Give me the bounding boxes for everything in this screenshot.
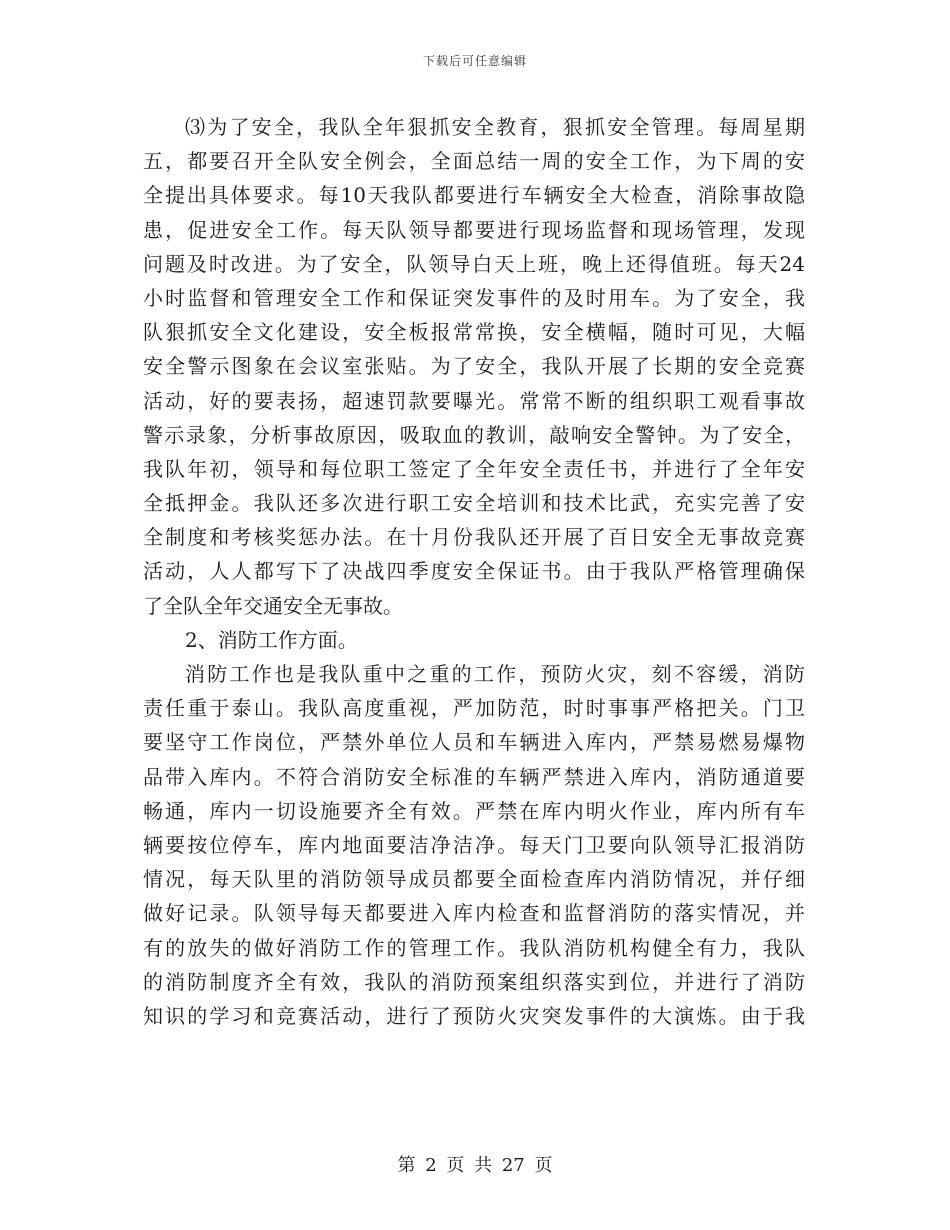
paragraph-line: 安全警示图象在会议室张贴。为了安全，我队开展了长期的安全竞赛 <box>143 354 805 379</box>
paragraph-line: 要坚守工作岗位，严禁外单位人员和车辆进入库内，严禁易燃易爆物 <box>143 730 805 755</box>
paragraph-line: 患，促进安全工作。每天队领导都要进行现场监督和现场管理，发现 <box>143 217 805 242</box>
paragraph-line: 活动，好的要表扬，超速罚款要曝光。常常不断的组织职工观看事故 <box>143 388 805 413</box>
paragraph-line: 我队年初，领导和每位职工签定了全年安全责任书，并进行了全年安 <box>143 456 805 481</box>
section-heading: 2、消防工作方面。 <box>185 627 358 652</box>
paragraph-line: 五，都要召开全队安全例会，全面总结一周的安全工作，为下周的安 <box>143 149 805 174</box>
paragraph-line: 队狠抓安全文化建设，安全板报常常换，安全横幅，随时可见，大幅 <box>143 320 805 345</box>
paragraph-line: 畅通，库内一切设施要齐全有效。严禁在库内明火作业，库内所有车 <box>143 798 805 823</box>
paragraph-line: 全制度和考核奖惩办法。在十月份我队还开展了百日安全无事故竞赛 <box>143 525 805 550</box>
paragraph-line: 活动，人人都写下了决战四季度安全保证书。由于我队严格管理确保 <box>143 559 805 584</box>
paragraph-line: 了全队全年交通安全无事故。 <box>143 593 403 618</box>
paragraph-line: 警示录象，分析事故原因，吸取血的教训，敲响安全警钟。为了安全， <box>143 422 805 447</box>
page-number-footer: 第 2 页 共 27 页 <box>397 1155 553 1176</box>
paragraph-line: 情况，每天队里的消防领导成员都要全面检查库内消防情况，并仔细 <box>143 867 805 892</box>
paragraph-line: 品带入库内。不符合消防安全标准的车辆严禁进入库内，消防通道要 <box>143 764 805 789</box>
paragraph-line: 消防工作也是我队重中之重的工作，预防火灾，刻不容缓，消防 <box>185 662 805 686</box>
document-body <box>143 110 805 1033</box>
paragraph-line: 做好记录。队领导每天都要进入库内检查和监督消防的落实情况，并 <box>143 901 805 926</box>
paragraph-line: ⑶为了安全，我队全年狠抓安全教育，狠抓安全管理。每周星期 <box>185 115 805 139</box>
paragraph-line: 的消防制度齐全有效，我队的消防预案组织落实到位，并进行了消防 <box>143 969 805 994</box>
page-header-note: 下载后可任意编辑 <box>422 54 527 68</box>
paragraph-line: 有的放失的做好消防工作的管理工作。我队消防机构健全有力，我队 <box>143 935 805 960</box>
paragraph-line: 辆要按位停车，库内地面要洁净洁净。每天门卫要向队领导汇报消防 <box>143 832 805 857</box>
paragraph-line: 知识的学习和竞赛活动，进行了预防火灾突发事件的大演炼。由于我 <box>143 1003 805 1028</box>
paragraph-line: 小时监督和管理安全工作和保证突发事件的及时用车。为了安全，我 <box>143 285 805 310</box>
paragraph-line: 全抵押金。我队还多次进行职工安全培训和技术比武，充实完善了安 <box>143 491 805 516</box>
paragraph-line: 问题及时改进。为了安全，队领导白天上班，晚上还得值班。每天24 <box>143 251 805 276</box>
paragraph-line: 全提出具体要求。每10天我队都要进行车辆安全大检查，消除事故隐 <box>143 183 805 208</box>
paragraph-line: 责任重于泰山。我队高度重视，严加防范，时时事事严格把关。门卫 <box>143 696 805 721</box>
